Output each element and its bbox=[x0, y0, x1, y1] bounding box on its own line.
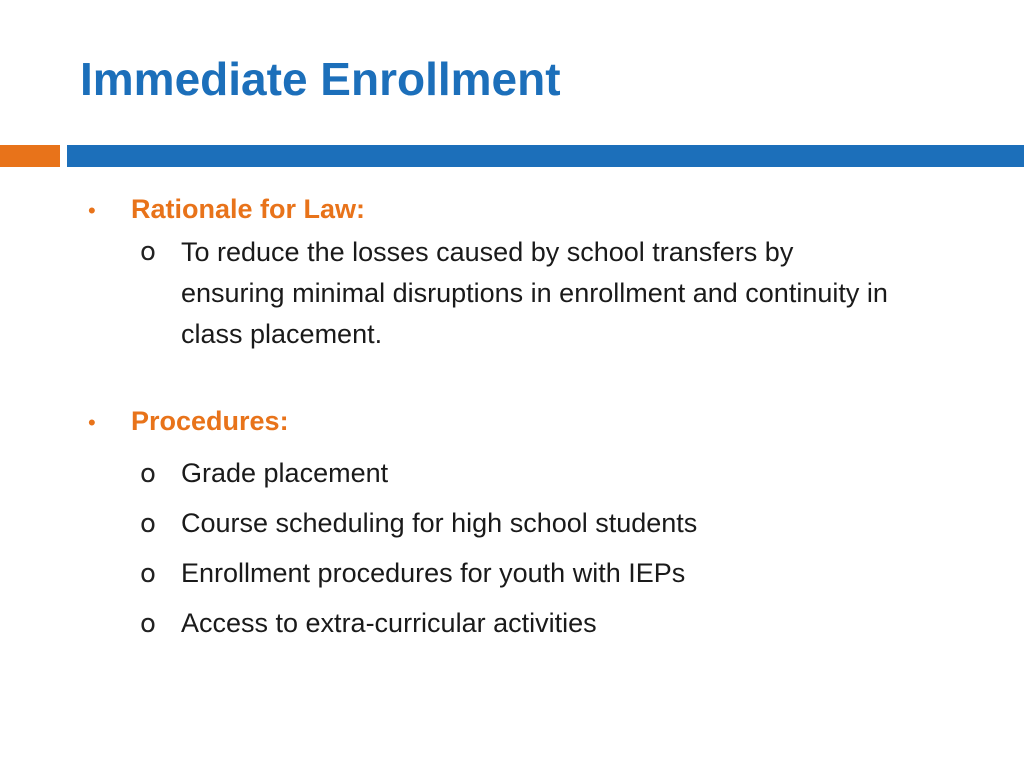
slide-title: Immediate Enrollment bbox=[80, 53, 561, 105]
sub-bullet-icon: o bbox=[140, 559, 156, 589]
list-item: Access to extra-curricular activities bbox=[181, 608, 597, 638]
sub-bullet-icon: o bbox=[140, 609, 156, 639]
bullet-icon: • bbox=[88, 198, 96, 223]
list-item: To reduce the losses caused by school transfers by ensuring minimal disruptions in enrollment and continuity in class placement. bbox=[181, 237, 888, 349]
list-item: Grade placement bbox=[181, 458, 389, 488]
sub-bullet-icon: o bbox=[140, 237, 156, 267]
section-heading-procedures: Procedures: bbox=[131, 406, 289, 436]
list-item: Enrollment procedures for youth with IEPs bbox=[181, 558, 686, 588]
sub-bullet-icon: o bbox=[140, 509, 156, 539]
sub-bullet-icon: o bbox=[140, 459, 156, 489]
list-item: Course scheduling for high school students bbox=[181, 508, 698, 538]
bullet-icon: • bbox=[88, 410, 96, 435]
section-heading-rationale: Rationale for Law: bbox=[131, 194, 366, 224]
